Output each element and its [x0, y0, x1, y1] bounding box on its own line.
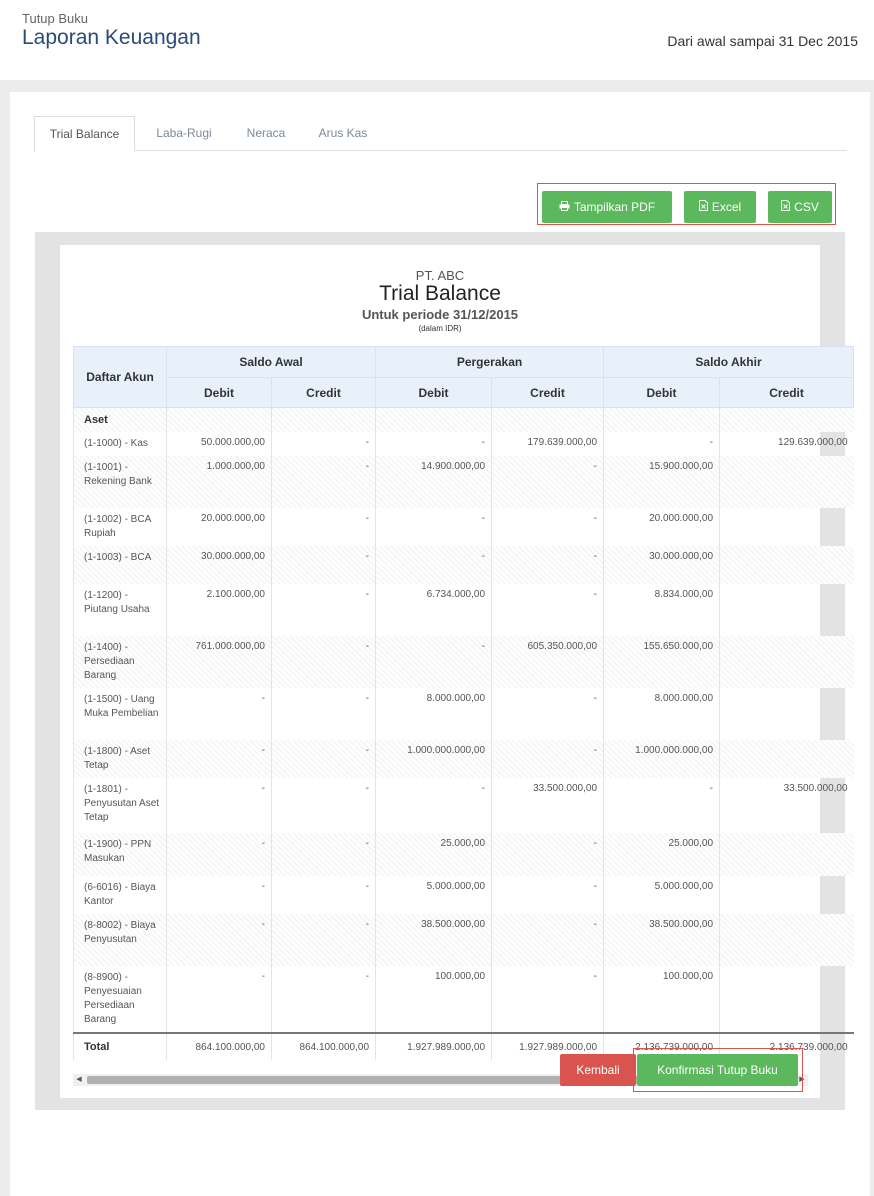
report-title: Trial Balance	[379, 282, 501, 305]
cell-value: 1.000.000.000,00	[376, 740, 492, 778]
tab-trial-balance[interactable]: Trial Balance	[34, 116, 135, 152]
show-pdf-label: Tampilkan PDF	[573, 200, 656, 214]
cell-value: -	[272, 636, 376, 688]
cell-value: 33.500.000,00	[492, 778, 604, 833]
cell-value: 129.639.000,00	[720, 432, 854, 456]
cell-value: -	[492, 584, 604, 636]
cell-value	[720, 508, 854, 546]
cell-value: 20.000.000,00	[604, 508, 720, 546]
cell-value: -	[492, 546, 604, 584]
account-name: (6-6016) - Biaya Kantor	[74, 876, 167, 914]
report-period: Untuk periode 31/12/2015	[361, 307, 519, 322]
company-name: PT. ABC	[415, 268, 465, 283]
cell-value	[720, 584, 854, 636]
account-name: (1-1002) - BCA Rupiah	[74, 508, 167, 546]
table-row	[74, 688, 854, 740]
cell-value: -	[604, 778, 720, 833]
cell-value: 5.000.000,00	[604, 876, 720, 914]
cell-value: -	[492, 456, 604, 508]
col-header-credit: Credit	[272, 378, 376, 408]
section-label: Aset	[74, 408, 167, 433]
total-label: Total	[74, 1033, 167, 1060]
table-row	[74, 584, 854, 636]
cell-value: 14.900.000,00	[376, 456, 492, 508]
account-name: (1-1003) - BCA	[74, 546, 167, 584]
cell-value: -	[167, 876, 272, 914]
total-value: 1.927.989.000,00	[492, 1033, 604, 1060]
cell-value: 30.000.000,00	[167, 546, 272, 584]
cell-value: -	[272, 778, 376, 833]
cell-value: -	[376, 778, 492, 833]
account-name: (1-1001) - Rekening Bank	[74, 456, 167, 508]
scroll-right-icon[interactable]: ▶	[799, 1076, 805, 1083]
cell-value: -	[272, 508, 376, 546]
cell-value: 50.000.000,00	[167, 432, 272, 456]
table-row	[74, 966, 854, 1033]
table-row	[74, 432, 854, 456]
account-name: (1-1500) - Uang Muka Pembelian	[74, 688, 167, 740]
export-actions	[537, 183, 836, 225]
tab-neraca[interactable]: Neraca	[246, 126, 286, 140]
cell-value: 1.000.000,00	[167, 456, 272, 508]
table-row	[74, 508, 854, 546]
cell-value: -	[272, 914, 376, 966]
cell-value: 761.000.000,00	[167, 636, 272, 688]
trial-balance-table	[73, 346, 854, 1060]
total-value: 2.136.739.000,00	[720, 1033, 854, 1060]
cell-value: 25.000,00	[376, 833, 492, 876]
cell-value: -	[376, 546, 492, 584]
account-name: (1-1000) - Kas	[74, 432, 167, 456]
account-name: (1-1200) - Piutang Usaha	[74, 584, 167, 636]
cell-value	[720, 688, 854, 740]
cell-value	[720, 914, 854, 966]
section-row	[74, 408, 854, 433]
table-row	[74, 778, 854, 833]
cell-value	[720, 636, 854, 688]
confirm-highlight	[633, 1048, 803, 1092]
table-row	[74, 914, 854, 966]
cell-value: 6.734.000,00	[376, 584, 492, 636]
cell-value: -	[492, 914, 604, 966]
report-preview	[35, 232, 848, 1110]
cell-value: 25.000,00	[604, 833, 720, 876]
cell-value: 8.834.000,00	[604, 584, 720, 636]
account-name: (1-1400) - Persediaan Barang	[74, 636, 167, 688]
cell-value	[720, 966, 854, 1033]
cell-value: 5.000.000,00	[376, 876, 492, 914]
cell-value: -	[167, 966, 272, 1033]
period-label: Dari awal sampai 31 Dec 2015	[667, 33, 858, 49]
cell-value: 179.639.000,00	[492, 432, 604, 456]
cell-value: -	[604, 432, 720, 456]
csv-label: CSV	[794, 200, 819, 214]
tab-laba-rugi[interactable]: Laba-Rugi	[156, 126, 212, 140]
excel-file-icon	[699, 192, 708, 224]
account-name: (1-1800) - Aset Tetap	[74, 740, 167, 778]
cell-value: -	[376, 432, 492, 456]
table-row	[74, 740, 854, 778]
account-name: (8-8900) - Penyesuaian Persediaan Barang	[74, 966, 167, 1033]
col-header-debit: Debit	[604, 378, 720, 408]
cell-value: 155.650.000,00	[604, 636, 720, 688]
cell-value: -	[167, 740, 272, 778]
cell-value: 8.000.000,00	[604, 688, 720, 740]
cell-value: 8.000.000,00	[376, 688, 492, 740]
cell-value: -	[167, 914, 272, 966]
cell-value: -	[272, 833, 376, 876]
cell-value: 38.500.000,00	[376, 914, 492, 966]
cell-value: -	[272, 740, 376, 778]
cell-value: -	[492, 876, 604, 914]
total-value: 864.100.000,00	[272, 1033, 376, 1060]
cell-value: 20.000.000,00	[167, 508, 272, 546]
account-name: (8-8002) - Biaya Penyusutan	[74, 914, 167, 966]
cell-value: -	[272, 688, 376, 740]
table-row	[74, 833, 854, 876]
cell-value: 33.500.000,00	[720, 778, 854, 833]
cell-value: -	[376, 508, 492, 546]
show-pdf-button[interactable]	[542, 191, 672, 223]
cell-value: -	[492, 966, 604, 1033]
csv-button[interactable]	[768, 191, 832, 223]
cell-value	[720, 876, 854, 914]
cell-value	[720, 833, 854, 876]
cell-value: 1.000.000.000,00	[604, 740, 720, 778]
cell-value	[720, 456, 854, 508]
account-name: (1-1900) - PPN Masukan	[74, 833, 167, 876]
col-header-credit: Credit	[720, 378, 854, 408]
confirm-close-books-button[interactable]: Konfirmasi Tutup Buku	[637, 1054, 798, 1086]
report-currency: (dalam IDR)	[418, 324, 462, 333]
cell-value	[720, 740, 854, 778]
report-sheet	[60, 245, 848, 1098]
cell-value: 605.350.000,00	[492, 636, 604, 688]
cell-value: 30.000.000,00	[604, 546, 720, 584]
total-value: 864.100.000,00	[167, 1033, 272, 1060]
csv-file-icon	[781, 192, 790, 224]
cell-value: 15.900.000,00	[604, 456, 720, 508]
cell-value: 2.100.000,00	[167, 584, 272, 636]
cell-value: -	[492, 833, 604, 876]
excel-button[interactable]	[684, 191, 756, 223]
cell-value: -	[272, 432, 376, 456]
main-panel	[10, 92, 870, 1196]
table-row	[74, 456, 854, 508]
cell-value: -	[492, 688, 604, 740]
trial-balance-table-scroll[interactable]	[73, 346, 848, 1058]
tab-arus-kas[interactable]: Arus Kas	[318, 126, 368, 140]
account-column-header: Daftar Akun	[74, 347, 167, 408]
cell-value: -	[376, 636, 492, 688]
back-button[interactable]: Kembali	[560, 1054, 636, 1086]
cell-value: 100.000,00	[604, 966, 720, 1033]
group-header-pergerakan: Pergerakan	[376, 347, 604, 378]
page-title: Laporan Keuangan	[22, 26, 201, 49]
table-row	[74, 636, 854, 688]
col-header-debit: Debit	[376, 378, 492, 408]
cell-value: -	[272, 966, 376, 1033]
cell-value: -	[272, 546, 376, 584]
cell-value: -	[167, 688, 272, 740]
page-header	[0, 0, 874, 80]
report-tabs	[34, 116, 847, 151]
excel-label: Excel	[711, 200, 742, 214]
cell-value: -	[167, 833, 272, 876]
cell-value: 38.500.000,00	[604, 914, 720, 966]
cell-value: 100.000,00	[376, 966, 492, 1033]
cell-value: -	[272, 456, 376, 508]
table-row	[74, 546, 854, 584]
group-header-saldo-awal: Saldo Awal	[167, 347, 376, 378]
cell-value: -	[167, 778, 272, 833]
cell-value: -	[492, 740, 604, 778]
cell-value: -	[492, 508, 604, 546]
scroll-left-icon[interactable]: ◀	[76, 1076, 82, 1083]
total-value: 2.136.739.000,00	[604, 1033, 720, 1060]
group-header-saldo-akhir: Saldo Akhir	[604, 347, 854, 378]
cell-value: -	[272, 584, 376, 636]
total-value: 1.927.989.000,00	[376, 1033, 492, 1060]
account-name: (1-1801) - Penyusutan Aset Tetap	[74, 778, 167, 833]
col-header-credit: Credit	[492, 378, 604, 408]
printer-icon	[559, 192, 570, 224]
cell-value: -	[272, 876, 376, 914]
col-header-debit: Debit	[167, 378, 272, 408]
table-row	[74, 876, 854, 914]
cell-value	[720, 546, 854, 584]
breadcrumb: Tutup Buku	[22, 11, 89, 26]
